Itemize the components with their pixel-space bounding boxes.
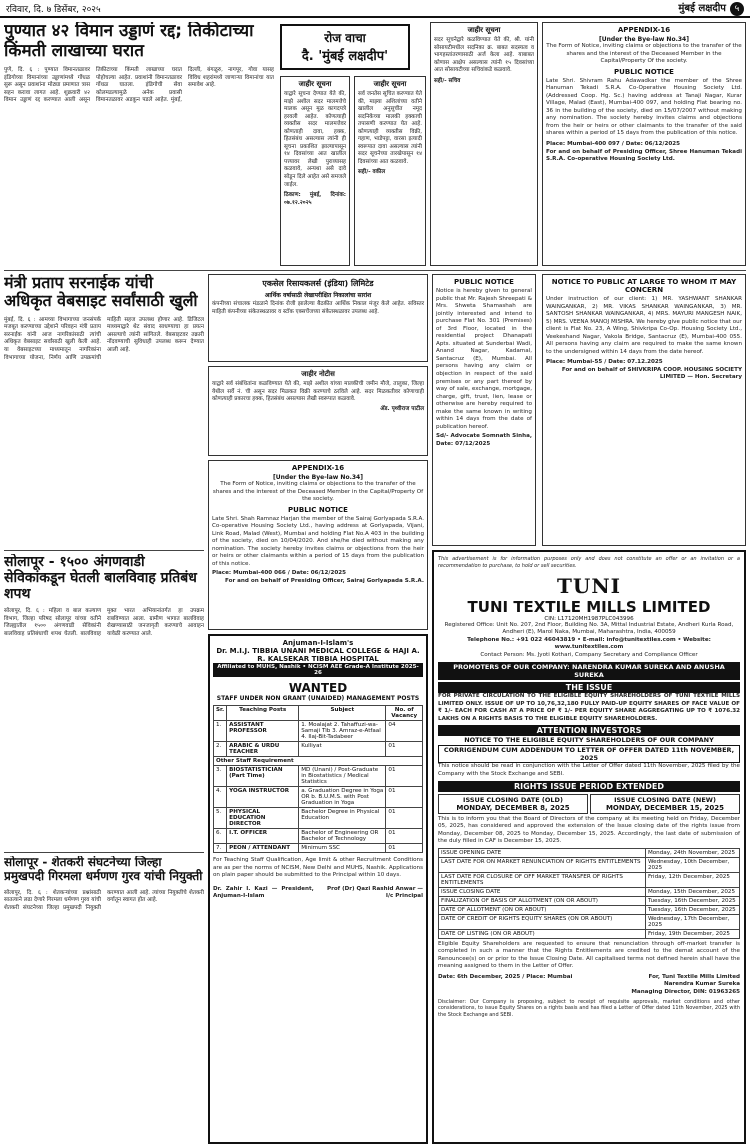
appendix-center-subtitle: [Under the Bye-law No.34] xyxy=(273,474,363,481)
table-row xyxy=(439,896,740,905)
appendix-center-body: Late Shri. Shah Ramnaz Harjan the member of the Sairaj Gorlyapada S.R.A. Co-operative Housing Society Ltd., having address at Gorlyapada, Vijani, Link Road, Malad (West), Mumbai and holding Flat No.A 403 in the building of the society, died on 10/04/2020. And she/he died without making any nomination. The society hereby invites claims or objections from the heir or heirs or other claimants within a period of 15 days from the publication of this notice. xyxy=(212,515,424,567)
row-subject: Bachelor of Engineering OR Bachelor of Technology xyxy=(299,829,386,844)
divider-3 xyxy=(4,852,204,853)
ad-college-name: Dr. M.I.J. TIBBIA UNANI MEDICAL COLLEGE & HAJI A. R. KALSEKAR TIBBIA HOSPITAL xyxy=(216,647,420,663)
story-pune xyxy=(4,22,274,268)
appendix-right-notice-title: PUBLIC NOTICE xyxy=(614,67,674,76)
page-number: ५ xyxy=(730,2,744,16)
table-row xyxy=(214,721,423,742)
notice-marathi-3-title: जाहीर सूचना xyxy=(467,26,501,34)
tuni-sign xyxy=(631,974,740,997)
tuni-disclaimer: This advertisement is for information purposes only and does not constitute an offer or an invitation or a recommendation to purchase, to hold or sell securities. xyxy=(438,556,740,569)
tuni-attention-sub: NOTICE TO THE ELIGIBLE EQUITY SHAREHOLDERS OF OUR COMPANY xyxy=(464,736,714,745)
appendix-right-place-date: Place: Mumbai-400 097 / Date: 06/12/2025 xyxy=(546,141,681,148)
tuni-corr-text: This notice should be read in conjunction with the Letter of Offer dated 11th November, 2025 filed by the Company with the Stock Exchange and SEBI. xyxy=(438,763,740,777)
tuni-place-date: Date: 6th December, 2025 / Place: Mumbai xyxy=(438,973,573,980)
notice-marathi-3-sign: सही/- सचिव xyxy=(434,77,461,84)
story-minister-headline: मंत्री प्रताप सरनाईक यांची अधिकृत वेबसाइट सर्वांसाठी खुली xyxy=(4,274,198,311)
row-sr: 3. xyxy=(214,766,227,787)
brand-line2: दै. 'मुंबई लक्षदीप' xyxy=(301,49,389,64)
row-vacancy: 01 xyxy=(386,844,423,853)
tuni-logo: TUNI xyxy=(557,573,621,598)
tuni-close-new-date: MONDAY, DECEMBER 15, 2025 xyxy=(605,803,725,812)
other-staff-title: Other Staff Requirement xyxy=(214,757,423,766)
appendix-right-sign: For and on behalf of Presiding Officer, Shree Hanuman Tekadi S.R.A. Co-operative Housing Society Ltd. xyxy=(546,148,742,163)
ad-college-sign-left: Dr. Zahir I. Kazi — President, Anjuman-I-Islam xyxy=(213,885,314,900)
row-sr: 5. xyxy=(214,808,227,829)
row-vacancy: 01 xyxy=(386,742,423,757)
appendix-center-sign: For and on behalf of Presiding Officer, Sairaj Gorlyapada S.R.A. xyxy=(225,578,424,585)
notice-marathi-1-body: याद्वारे सूचना देण्यात येते की, माझे अशील सदर मालमत्तेचे मालक असून मूळ कागदपत्रे हरवली आहेत. कोणत्याही व्यक्तीस सदर मालमत्तेवर कोणताही दावा, हक्क, हितसंबंध असल्यास त्यांनी ही सूचना प्रकाशित झाल्यापासून १४ दिवसांच्या आत खालील पत्त्यावर लेखी पुराव्यासह कळवावे, अन्यथा असे दावे सोडून दिले आहेत असे समजले जाईल. xyxy=(284,91,346,188)
row-subject: 1. Moalajat 2. Tahaffuzi-wa-Samaji Tib 3. Amraz-e-Atfaal 4. Ilaj-Bit-Tadabeer xyxy=(299,721,386,742)
row-post: ASSISTANT PROFESSOR xyxy=(227,721,299,742)
tuni-close-new xyxy=(590,794,740,814)
table-row xyxy=(439,887,740,896)
ad-college-affiliation: Affiliated to MUHS, Nashik • NCISM AEE Grade-A Institute 2025-26 xyxy=(213,663,423,677)
table-row xyxy=(214,844,423,853)
tuni-sign-title: Managing Director, DIN: 01963265 xyxy=(631,988,740,995)
notice-public-right-place-date: Place: Mumbai-55 / Date: 07.12.2025 xyxy=(546,359,663,366)
schedule-label: LAST DATE FOR ON MARKET RENUNCIATION OF RIGHTS ENTITLEMENTS xyxy=(439,857,646,872)
row-sr: 4. xyxy=(214,787,227,808)
row-vacancy: 01 xyxy=(386,766,423,787)
ad-college-wanted: WANTED xyxy=(288,681,348,695)
notice-english-small-title: PUBLIC NOTICE xyxy=(454,278,514,286)
story-solapur-2-body: सोलापूर, दि. ६ : शेतकऱ्यांच्या प्रश्नांसाठी सातत्याने लढा देणारे गिरमला धर्मणण गुरव यांची शेतकरी संघटनेच्या जिल्हा प्रमुखपदी नियुक्ती करण्यात आली आहे. त्यांच्या नियुक्तीचे शेतकरी वर्गातून स्वागत होत आहे. xyxy=(4,889,204,911)
tuni-address: Registered Office: Unit No. 207, 2nd Floor, Building No. 3A, Mittal Industrial Estate, Andheri Kurla Road, Andheri (E), Marol Naka, Mumbai, Maharashtra, India, 400059 xyxy=(444,621,734,636)
notice-public-right-body: Under instruction of our client: 1) MR. YASHWANT SHANKAR WAINGANKAR, 2) MR. VIKAS SHANKAR WAINGANKAR, 3) MR. SANTOSH SHANKAR WAINGANKAR, 4) MRS. MAYURI MANGESH NAIK, 5) MRS. VEENA MANOJ MISHRA. We hereby give public notice that our client is Flat No. 23, A Wing, Shivkripa Co-Op. Housing Society Ltd., Veekeshand Nagar, Vakola Bridge, Santacruz (E), Mumbai-400 055. All persons having any claim are required to make the same known to the undersigned within 14 days from the date hereof. xyxy=(546,296,742,355)
schedule-label: ISSUE CLOSING DATE xyxy=(439,887,646,896)
table-row xyxy=(214,766,423,787)
ad-college-org: Anjuman-I-Islam's xyxy=(282,639,354,647)
notice-marathi-3-body: सदर सूचनेद्वारे कळविण्यात येते की, श्री. यांनी सोसायटीमधील सदनिका क्र. बाबत सदस्यत्व व भागहस्तांतरणासाठी अर्ज केला आहे. याबाबत कोणास आक्षेप असल्यास त्यांनी १५ दिवसांच्या आत सोसायटीच्या सचिवांकडे कळवावे. xyxy=(434,37,534,74)
tuni-issue-banner: THE ISSUE xyxy=(438,682,740,693)
paper-title: मुंबई लक्षदीप xyxy=(678,3,726,14)
table-row xyxy=(439,857,740,872)
tuni-compliance: Contact Person: Ms. Jyoti Kothari, Company Secretary and Compliance Officer xyxy=(480,651,698,658)
row-post: PEON / ATTENDANT xyxy=(227,844,299,853)
notice-marathi-1-title: जाहीर सूचना xyxy=(298,80,332,88)
row-sr: 6. xyxy=(214,829,227,844)
appendix-center-notice-title: PUBLIC NOTICE xyxy=(288,505,348,514)
schedule-label: LAST DATE FOR CLOSURE OF OFF MARKET TRANSFER OF RIGHTS ENTITLEMENTS xyxy=(439,872,646,887)
tuni-close-old-date: MONDAY, DECEMBER 8, 2025 xyxy=(456,803,570,812)
row-sr: 1. xyxy=(214,721,227,742)
row-vacancy: 04 xyxy=(386,721,423,742)
table-row xyxy=(439,929,740,938)
notice-public-right xyxy=(542,274,746,546)
paper-name xyxy=(678,0,744,16)
schedule-value: Wednesday, 17th December, 2025 xyxy=(645,914,739,929)
appendix-center-intro: The Form of Notice, inviting claims or objections to the transfer of the shares and the interest of the Deceased Member in the Capital/Property Of the society. xyxy=(212,481,424,503)
tuni-company: TUNI TEXTILE MILLS LIMITED xyxy=(467,597,711,616)
row-subject: Bachelor Degree in Physical Education xyxy=(299,808,386,829)
row-subject: MD (Unani) / Post-Graduate in Biostatistics / Medical Statistics xyxy=(299,766,386,787)
notice-jahir-center-body: याद्वारे सर्व संबंधितांना कळविण्यात येते की, माझे अशील यांच्या मालकीची जमीन मौजे, तालुका, जिल्हा येथील सर्वे नं. ची असून सदर मिळकत विक्री करण्याचे ठरविले आहे. सदर मिळकतीवर कोणाचाही कोणत्याही प्रकारचा हक्क, हितसंबंध असल्यास लेखी स्वरूपात कळवावे. xyxy=(212,381,424,403)
row-post: BIOSTATISTICIAN (Part Time) xyxy=(227,766,299,787)
notice-english-small-body: Notice is hereby given to general public that Mr. Rajesh Shreepati & Mrs. Shweta Shamashah are jointly interested and intend to purchase Flat No. 301 (Premises) of 3rd Floor, located in the residential project Dhanapati Apts. situated at Sunderbai Wadi, Anand Nagar, Kadamal, Santacruz (E), Mumbai. All persons having any claim or objection in respect of the said premises or any part thereof by way of sale, exchange, mortgage, charge, gift, trust, lien, lease or otherwise are hereby required to make the same known in writing within 14 days from the date of publication hereof. xyxy=(436,288,532,430)
notice-public-right-title: NOTICE TO PUBLIC AT LARGE TO WHOM IT MAY CONCERN xyxy=(551,278,737,294)
tuni-close-dates xyxy=(438,794,740,814)
row-vacancy: 01 xyxy=(386,808,423,829)
ad-tender-subtitle: आर्थिक वर्षासाठी लेखापरीक्षित निकालांचा सारांश xyxy=(264,292,372,299)
row-post: PHYSICAL EDUCATION DIRECTOR xyxy=(227,808,299,829)
ad-college-sign-right: Prof (Dr) Qazi Rashid Anwar — I/c Principal xyxy=(326,885,423,900)
table-row xyxy=(214,808,423,829)
tuni-issue-text: FOR PRIVATE CIRCULATION TO THE ELIGIBLE EQUITY SHAREHOLDERS OF TUNI TEXTILE MILLS LIMITED ONLY. ISSUE OF UP TO 10,76,32,180 FULLY PAID-UP EQUITY SHARES OF FACE VALUE OF ₹ 1/- EACH FOR CASH AT A PRICE OF ₹ 1/- PER EQUITY SHARE AGGREGATING UP TO ₹ 1076.32 LAKHS ON A RIGHTS BASIS TO THE ELIGIBLE EQUITY SHAREHOLDERS. xyxy=(438,693,740,722)
schedule-value: Monday, 24th November, 2025 xyxy=(645,848,739,857)
row-subject: Minimum SSC xyxy=(299,844,386,853)
story-minister-body: मुंबई, दि. ६ : आमच्या विभागाच्या जनसंपर्क मजबूत करण्याच्या उद्देशाने परिवहन मंत्री प्रताप सरनाईक यांनी आज नागरिकांसाठी त्यांची अधिकृत वेबसाइट सर्वांसाठी खुली केली आहे. या वेबसाइटच्या माध्यमातून नागरिकांना विभागाच्या योजना, निर्णय आणि उपक्रमांची माहिती सहज उपलब्ध होणार आहे. डिजिटल माध्यमाद्वारे थेट संवाद साधण्याचा हा प्रयत्न असल्याचे त्यांनी सांगितले. वेबसाइटवर तक्रारी नोंदवण्याची सुविधाही उपलब्ध करून देण्यात आली आहे. xyxy=(4,316,204,361)
schedule-label: ISSUE OPENING DATE xyxy=(439,848,646,857)
appendix-right-title: APPENDIX-16 xyxy=(617,26,671,34)
schedule-value: Wednesday, 10th December, 2025 xyxy=(645,857,739,872)
divider-2 xyxy=(4,550,204,551)
table-row xyxy=(439,914,740,929)
col-subject: Subject xyxy=(299,706,386,721)
col-post: Teaching Posts xyxy=(227,706,299,721)
appendix-right-subtitle: [Under the Bye-law No.34] xyxy=(599,36,689,43)
ad-tender-body: कंपनीच्या संचालक मंडळाने दिनांक रोजी झालेल्या बैठकीत आर्थिक निकाल मंजूर केले आहेत. सविस्तर माहिती कंपनीच्या संकेतस्थळावर व स्टॉक एक्सचेंजच्या संकेतस्थळावर उपलब्ध आहे. xyxy=(212,301,424,315)
notice-marathi-1-sign: ठिकाण: मुंबई, दिनांक: ०७.१२.२०२५ xyxy=(284,192,346,206)
notice-english-small-sign: Sd/- Advocate Somnath Sinha, Date: 07/12/2025 xyxy=(436,433,532,447)
page-header xyxy=(0,0,750,18)
schedule-label: DATE OF ALLOTMENT (ON OR ABOUT) xyxy=(439,905,646,914)
story-solapur-1-headline: सोलापूर - १५०० अंगणवाडी सेविकांकडून घेतली बालविवाह प्रतिबंध शपथ xyxy=(4,554,197,603)
story-solapur-1 xyxy=(4,554,204,850)
notice-marathi-3 xyxy=(430,22,538,266)
tuni-close-new-label: ISSUE CLOSING DATE (NEW) xyxy=(614,795,716,804)
story-solapur-2-headline: सोलापूर - शेतकरी संघटनेच्या जिल्हा प्रमुखपदी गिरमला धर्मणण गुरव यांची नियुक्ती xyxy=(4,856,203,883)
story-pune-headline: पुण्यात ४२ विमान उड्डाणं रद्द; तिकीटाच्या किंमती लाखाच्या घरात xyxy=(4,22,254,61)
schedule-value: Friday, 19th December, 2025 xyxy=(645,929,739,938)
story-solapur-2 xyxy=(4,856,204,1144)
row-vacancy: 01 xyxy=(386,829,423,844)
ad-college xyxy=(208,634,428,1144)
tuni-inform-text: This is to inform you that the Board of Directors of the company at its meeting held on Friday, December 05, 2025, has considered and approved the extension of the Issue closing date of the rights issue from Monday, December 08, 2025 to Monday, December 15, 2025. Accordingly, the last date of submission of the duly filled in CAF is December 15, 2025. xyxy=(438,815,740,845)
appendix-center-place-date: Place: Mumbai-400 066 / Date: 06/12/2025 xyxy=(212,570,347,577)
row-post: ARABIC & URDU TEACHER xyxy=(227,742,299,757)
row-post: I.T. OFFICER xyxy=(227,829,299,844)
notice-jahir-center-sign: ॲड. पृथ्वीराज पाटील xyxy=(380,405,424,412)
schedule-value: Friday, 12th December, 2025 xyxy=(645,872,739,887)
tuni-sign-company: For, Tuni Textile Mills Limited xyxy=(648,973,740,980)
tuni-attention-banner: ATTENTION INVESTORS xyxy=(438,725,740,736)
schedule-label: DATE OF CREDIT OF RIGHTS EQUITY SHARES (ON OR ABOUT) xyxy=(439,914,646,929)
tuni-extended-banner: RIGHTS ISSUE PERIOD EXTENDED xyxy=(438,781,740,792)
schedule-value: Tuesday, 16th December, 2025 xyxy=(645,896,739,905)
schedule-value: Tuesday, 16th December, 2025 xyxy=(645,905,739,914)
notice-jahir-center-title: जाहीर नोटीस xyxy=(301,370,335,378)
ad-college-footer: For Teaching Staff Qualification, Age limit & other Recruitment Conditions are as per the norms of NCISM, New Delhi and MUHS, Nashik. Applications on plain paper should be submitted to the Principal within 10 days. xyxy=(213,857,423,879)
row-sr: 2. xyxy=(214,742,227,757)
ad-college-wanted-sub: STAFF UNDER NON GRANT (UNAIDED) MANAGEMENT POSTS xyxy=(216,695,420,702)
notice-marathi-2-body: सर्व जनतेस सूचित करण्यात येते की, माझ्या अशिलांच्या वतीने खालील अनुसूचीत नमूद सदनिकेच्या मालकी हक्काची तपासणी करण्यात येत आहे. कोणत्याही व्यक्तीस विक्री, गहाण, भाडेपट्टा, वारसा इत्यादी स्वरूपात दावा असल्यास त्यांनी सदर सूचनेच्या तारखेपासून १४ दिवसांच्या आत कळवावे. xyxy=(358,91,422,165)
appendix-right-intro: The Form of Notice, inviting claims or objections to the transfer of the shares and the interest of the Deceased Member in the Capital/Property Of the society. xyxy=(546,43,742,65)
notice-marathi-2 xyxy=(354,76,426,266)
notice-marathi-2-sign: सही/- वकील xyxy=(358,169,386,176)
story-minister xyxy=(4,274,204,546)
appendix-center xyxy=(208,460,428,630)
notice-english-small xyxy=(432,274,536,546)
notice-marathi-1 xyxy=(280,76,350,266)
tuni-corrigendum: CORRIGENDUM CUM ADDENDUM TO LETTER OF OFFER DATED 11th NOVEMBER, 2025 xyxy=(438,745,740,763)
table-row xyxy=(439,905,740,914)
col-sr: Sr. xyxy=(214,706,227,721)
row-subject: Kulliyat xyxy=(299,742,386,757)
ad-tender xyxy=(208,274,428,362)
divider-1 xyxy=(4,270,746,271)
tuni-sign-name: Narendra Kumar Sureka xyxy=(663,981,740,988)
notice-public-right-sign: For and on behalf of SHIVKRIPA COOP. HOUSING SOCIETY LIMITED — Hon. Secretary xyxy=(561,366,742,381)
story-pune-body: पुणे, दि. ६ : पुण्यात विमानतळावर इंडिगोच्या विमानांच्या उड्डाणांमध्ये गोंधळ सुरू असून प्रवाशांना मोठ्या प्रमाणात त्रास सहन करावा लागत आहे. शुक्रवारी ४२ विमान उड्डाणं रद्द करण्यात आली असून तिकीटाच्या किंमती लाखाच्या घरात पोहोचल्या आहेत. प्रवाशांनी विमानतळावर गोंधळ घातला. इंडिगोची सेवा कोलमडल्यामुळे अनेक प्रवासी विमानतळावर अडकून पडले आहेत. मुंबई, दिल्ली, बंगळुरु, नागपूर, गोवा यासह विविध शहरांमध्ये जाणाऱ्या विमानांचा यात समावेश आहे. xyxy=(4,67,274,104)
col-vacancy: No. of Vacancy xyxy=(386,706,423,721)
table-row xyxy=(214,829,423,844)
row-sr: 7. xyxy=(214,844,227,853)
notice-jahir-center xyxy=(208,366,428,456)
ad-tuni xyxy=(432,550,746,1144)
ad-college-table xyxy=(213,705,423,853)
table-row xyxy=(214,742,423,757)
appendix-center-title: APPENDIX-16 xyxy=(291,464,345,472)
brand-line1: रोज वाचा xyxy=(324,31,366,45)
table-row xyxy=(439,848,740,857)
tuni-cin: CIN: L17120MH1987PLC043996 xyxy=(544,615,634,622)
tuni-contact: Telephone No.: +91 022 46043819 • E-mail: info@tunitextiles.com • Website: www.tunitextiles.com xyxy=(467,636,711,651)
row-vacancy: 01 xyxy=(386,787,423,808)
story-solapur-1-body: सोलापूर, दि. ६ : महिला व बाल कल्याण विभाग, जिल्हा परिषद सोलापूर यांच्या वतीने जिल्ह्यातील १५०० अंगणवाडी सेविकांनी बालविवाह प्रतिबंधाची शपथ घेतली. बालविवाह मुक्त भारत अभियानांतर्गत हा उपक्रम राबविण्यात आला. ग्रामीण भागात बालविवाह रोखण्यासाठी जनजागृती करण्याचे आवाहन यावेळी करण्यात आले. xyxy=(4,608,204,637)
brand-box xyxy=(280,24,410,70)
tuni-schedule-table xyxy=(438,848,740,939)
ad-tender-title: एकसेल रिसायकलर्स (इंडिया) लिमिटेड xyxy=(262,279,374,288)
tuni-disclaimer-footer: Disclaimer: Our Company is proposing, subject to receipt of requisite approvals, market conditions and other considerations, to issue Equity Shares on a rights basis and has filed a Letter of Offer dated 11th November, 2025 with the Stock Exchange and SEBI. xyxy=(438,998,740,1019)
schedule-label: DATE OF LISTING (ON OR ABOUT) xyxy=(439,929,646,938)
schedule-label: FINALIZATION OF BASIS OF ALLOTMENT (ON OR ABOUT) xyxy=(439,896,646,905)
appendix-right-body: Late Shri. Shivram Rahu Adawadkar the member of the Shree Hanuman Tekadi S.R.A. Co-Operative Housing Society Ltd. (Addressed Coop. Hg. Sc.) having address at Tanaji Nagar, Kurar Village, Malad (East), Mumbai-400 097, and holding Flat bearing no. 36 in the building of the society, died on 15/07/2007 without making any nomination. The society hereby invites claims and objections from the heir or heirs or other claimants to the transfer of the said shares within a period of 15 days from the publication of this notice. xyxy=(546,77,742,137)
tuni-close-old xyxy=(438,794,588,814)
table-row xyxy=(439,872,740,887)
table-row xyxy=(214,787,423,808)
date-line: रविवार, दि. ७ डिसेंबर, २०२५ xyxy=(6,4,101,15)
notice-marathi-2-title: जाहीर सूचना xyxy=(373,80,407,88)
row-post: YOGA INSTRUCTOR xyxy=(227,787,299,808)
tuni-promoters: PROMOTERS OF OUR COMPANY: NARENDRA KUMAR SUREKA AND ANUSHA SUREKA xyxy=(438,662,740,680)
appendix-right xyxy=(542,22,746,266)
row-subject: a. Graduation Degree in Yoga OR b. B.U.M.S. with Post Graduation in Yoga xyxy=(299,787,386,808)
schedule-value: Monday, 15th December, 2025 xyxy=(645,887,739,896)
tuni-close-old-label: ISSUE CLOSING DATE (OLD) xyxy=(463,795,563,804)
tuni-note-text: Eligible Equity Shareholders are requested to ensure that renunciation through off-market transfer is completed in such a manner that the Rights Entitlements are credited to the demat account of the Renouncee(s) on or prior to the Issue Closing Date. All capitalised terms not defined herein shall have the meaning assigned to them in the Letter of Offer. xyxy=(438,940,740,970)
